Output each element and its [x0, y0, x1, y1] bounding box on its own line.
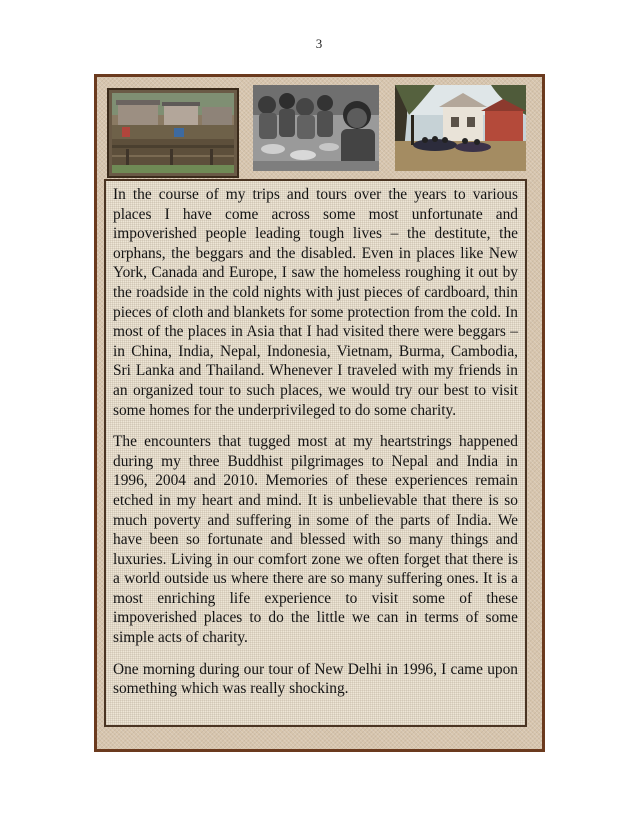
paragraph-3: One morning during our tour of New Delhi in 1996, I came upon something which was really shocking. — [113, 660, 518, 698]
slum-street-photo — [107, 88, 239, 178]
village-school-photo — [395, 85, 526, 171]
text-panel — [104, 179, 527, 727]
children-eating-photo — [253, 85, 379, 171]
page-number: 3 — [315, 36, 323, 51]
article-frame — [94, 74, 545, 752]
photo-strip — [103, 83, 536, 179]
paragraph-2: The encounters that tugged most at my heartstrings happened during my three Buddhist pilgrimages to Nepal and India in 1996, 2004 and 2010. Memories of these experiences remain etched in my heart and mind. It is unbelievable that there is so much poverty and suffering in some of the parts of India. We have been so fortunate and blessed with so many things and luxuries. Living in our comfort zone we often forget that there is a world outside us where there are so many suffering ones. It is a most enriching life experience to visit some of these impoverished places to do the little we can in terms of some simple acts of charity. — [113, 433, 518, 647]
paragraph-1: In the course of my trips and tours over the years to various places I have come across some most unfortunate and impoverished people leading tough lives – the destitute, the orphans, the beggars and the disabled. Even in places like New York, Canada and Europe, I saw the homeless roughing it out by the roadside in the cold nights with just pieces of cardboard, thin pieces of cloth and blankets for some protection from the cold. In most of the places in Asia that I had visited there were beggars – in China, India, Nepal, Indonesia, Vietnam, Burma, Cambodia, Sri Lanka and Thailand. Whenever I traveled with my friends in an organized tour to such places, we would try our best to visit some homes for the underprivileged to do some charity. — [113, 186, 518, 419]
